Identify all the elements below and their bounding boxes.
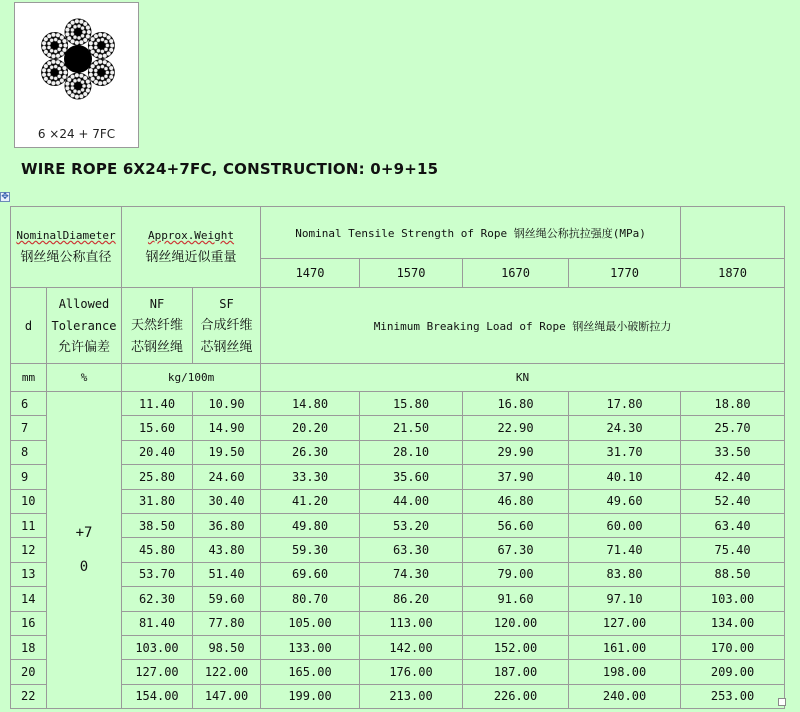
load-cell: 199.00 [261,684,360,708]
load-cell: 14.80 [261,392,360,416]
load-cell: 63.40 [681,513,785,537]
weight-cell: 15.60 [122,416,193,440]
weight-cell: 45.80 [122,538,193,562]
load-cell: 240.00 [569,684,681,708]
table-resize-handle[interactable] [778,698,786,706]
weight-cell: 81.40 [122,611,193,635]
weight-cell: 122.00 [193,660,261,684]
nominal-diameter-header [11,207,122,288]
load-cell: 127.00 [569,611,681,635]
diameter-cell: 11 [11,513,47,537]
load-cell: 63.30 [360,538,463,562]
d-header: d [11,288,47,364]
weight-cell: 38.50 [122,513,193,537]
empty-header-cell [681,207,785,259]
load-cell: 40.10 [569,465,681,489]
load-cell: 15.80 [360,392,463,416]
load-cell: 18.80 [681,392,785,416]
min-breaking-label: Minimum Breaking Load of Rope 钢丝绳最小破断拉力 [373,319,672,333]
allowed-label: Allowed [58,296,110,311]
load-cell: 213.00 [360,684,463,708]
load-cell: 44.00 [360,489,463,513]
load-cell: 88.50 [681,562,785,586]
table-row [11,440,785,464]
load-cell: 134.00 [681,611,785,635]
header-row-2 [11,288,785,364]
strength-cell: 1770 [569,259,681,288]
load-cell: 60.00 [569,513,681,537]
load-cell: 80.70 [261,587,360,611]
load-cell: 46.80 [463,489,569,513]
load-cell: 25.70 [681,416,785,440]
load-cell: 105.00 [261,611,360,635]
diameter-cell: 20 [11,660,47,684]
header-row-1 [11,207,785,259]
approx-weight-label: Approx.Weight [147,229,235,242]
strength-cell: 1570 [360,259,463,288]
weight-cell: 20.40 [122,440,193,464]
tolerance-label: Tolerance [51,318,117,333]
load-cell: 113.00 [360,611,463,635]
strength-cell: 1470 [261,259,360,288]
load-cell: 97.10 [569,587,681,611]
weight-cell: 14.90 [193,416,261,440]
weight-cell: 53.70 [122,562,193,586]
min-breaking-header [261,288,785,364]
diameter-cell: 22 [11,684,47,708]
table-row [11,416,785,440]
sf-cn-label-1: 合成纤维 [200,317,253,333]
unit-load: KN [261,364,785,392]
diameter-cell: 7 [11,416,47,440]
diameter-cell: 6 [11,392,47,416]
weight-cell: 147.00 [193,684,261,708]
page-title: WIRE ROPE 6X24+7FC, CONSTRUCTION: 0+9+15 [21,160,439,178]
weight-cell: 59.60 [193,587,261,611]
wire-rope-image [14,2,139,148]
nominal-diameter-label: NominalDiameter [16,229,116,242]
weight-cell: 30.40 [193,489,261,513]
load-cell: 49.80 [261,513,360,537]
load-cell: 253.00 [681,684,785,708]
load-cell: 33.30 [261,465,360,489]
weight-cell: 11.40 [122,392,193,416]
diameter-cell: 9 [11,465,47,489]
weight-cell: 62.30 [122,587,193,611]
table-row [11,660,785,684]
load-cell: 176.00 [360,660,463,684]
tolerance-plus: +7 [75,525,93,542]
weight-cell: 103.00 [122,635,193,659]
load-cell: 198.00 [569,660,681,684]
load-cell: 52.40 [681,489,785,513]
weight-cell: 43.80 [193,538,261,562]
units-row [11,364,785,392]
weight-cell: 24.60 [193,465,261,489]
load-cell: 21.50 [360,416,463,440]
load-cell: 120.00 [463,611,569,635]
load-cell: 142.00 [360,635,463,659]
table-row [11,587,785,611]
load-cell: 59.30 [261,538,360,562]
weight-cell: 98.50 [193,635,261,659]
load-cell: 22.90 [463,416,569,440]
weight-cell: 77.80 [193,611,261,635]
nominal-diameter-cn-label: 钢丝绳公称直径 [20,250,112,265]
load-cell: 83.80 [569,562,681,586]
weight-cell: 10.90 [193,392,261,416]
spec-table [10,206,785,709]
load-cell: 67.30 [463,538,569,562]
load-cell: 103.00 [681,587,785,611]
load-cell: 209.00 [681,660,785,684]
strength-cell: 1870 [681,259,785,288]
nf-header [122,288,193,364]
table-row [11,513,785,537]
approx-weight-header [122,207,261,288]
table-row [11,392,785,416]
table-row [11,684,785,708]
load-cell: 71.40 [569,538,681,562]
table-row [11,635,785,659]
load-cell: 56.60 [463,513,569,537]
tensile-strength-header [261,207,681,259]
load-cell: 26.30 [261,440,360,464]
table-row [11,562,785,586]
weight-cell: 154.00 [122,684,193,708]
unit-mm: mm [11,364,47,392]
weight-cell: 31.80 [122,489,193,513]
unit-percent: % [47,364,122,392]
load-cell: 33.50 [681,440,785,464]
diameter-cell: 14 [11,587,47,611]
load-cell: 91.60 [463,587,569,611]
table-move-handle[interactable]: ✥ [1,192,9,202]
load-cell: 79.00 [463,562,569,586]
diameter-cell: 18 [11,635,47,659]
load-cell: 41.20 [261,489,360,513]
weight-cell: 25.80 [122,465,193,489]
load-cell: 152.00 [463,635,569,659]
nf-cn-label-2: 芯钢丝绳 [130,339,183,355]
diameter-cell: 10 [11,489,47,513]
unit-weight: kg/100m [122,364,261,392]
load-cell: 75.40 [681,538,785,562]
load-cell: 28.10 [360,440,463,464]
weight-cell: 19.50 [193,440,261,464]
load-cell: 42.40 [681,465,785,489]
load-cell: 161.00 [569,635,681,659]
table-row [11,611,785,635]
load-cell: 69.60 [261,562,360,586]
tolerance-cn-label: 允许偏差 [57,339,110,355]
load-cell: 29.90 [463,440,569,464]
tolerance-cell [47,392,122,709]
nf-label: NF [149,296,165,311]
approx-weight-cn-label: 钢丝绳近似重量 [145,250,237,265]
sf-cn-label-2: 芯钢丝绳 [200,339,253,355]
load-cell: 20.20 [261,416,360,440]
weight-cell: 51.40 [193,562,261,586]
tolerance-zero: 0 [79,559,89,576]
diameter-cell: 16 [11,611,47,635]
load-cell: 31.70 [569,440,681,464]
load-cell: 86.20 [360,587,463,611]
image-caption: 6 ×24 + 7FC [37,127,116,141]
sf-label: SF [219,296,234,311]
nf-cn-label-1: 天然纤维 [130,317,183,333]
load-cell: 37.90 [463,465,569,489]
sf-header [193,288,261,364]
load-cell: 170.00 [681,635,785,659]
load-cell: 133.00 [261,635,360,659]
load-cell: 187.00 [463,660,569,684]
table-row [11,465,785,489]
load-cell: 226.00 [463,684,569,708]
load-cell: 35.60 [360,465,463,489]
load-cell: 53.20 [360,513,463,537]
load-cell: 24.30 [569,416,681,440]
weight-cell: 127.00 [122,660,193,684]
diameter-cell: 12 [11,538,47,562]
tensile-strength-label: Nominal Tensile Strength of Rope 钢丝绳公称抗拉强度(MPa) [295,226,646,240]
load-cell: 74.30 [360,562,463,586]
load-cell: 49.60 [569,489,681,513]
load-cell: 165.00 [261,660,360,684]
table-row [11,538,785,562]
diameter-cell: 8 [11,440,47,464]
tolerance-header [47,288,122,364]
table-row [11,489,785,513]
wire-rope-cross-section-icon [35,13,121,113]
weight-cell: 36.80 [193,513,261,537]
strength-cell: 1670 [463,259,569,288]
load-cell: 17.80 [569,392,681,416]
load-cell: 16.80 [463,392,569,416]
diameter-cell: 13 [11,562,47,586]
